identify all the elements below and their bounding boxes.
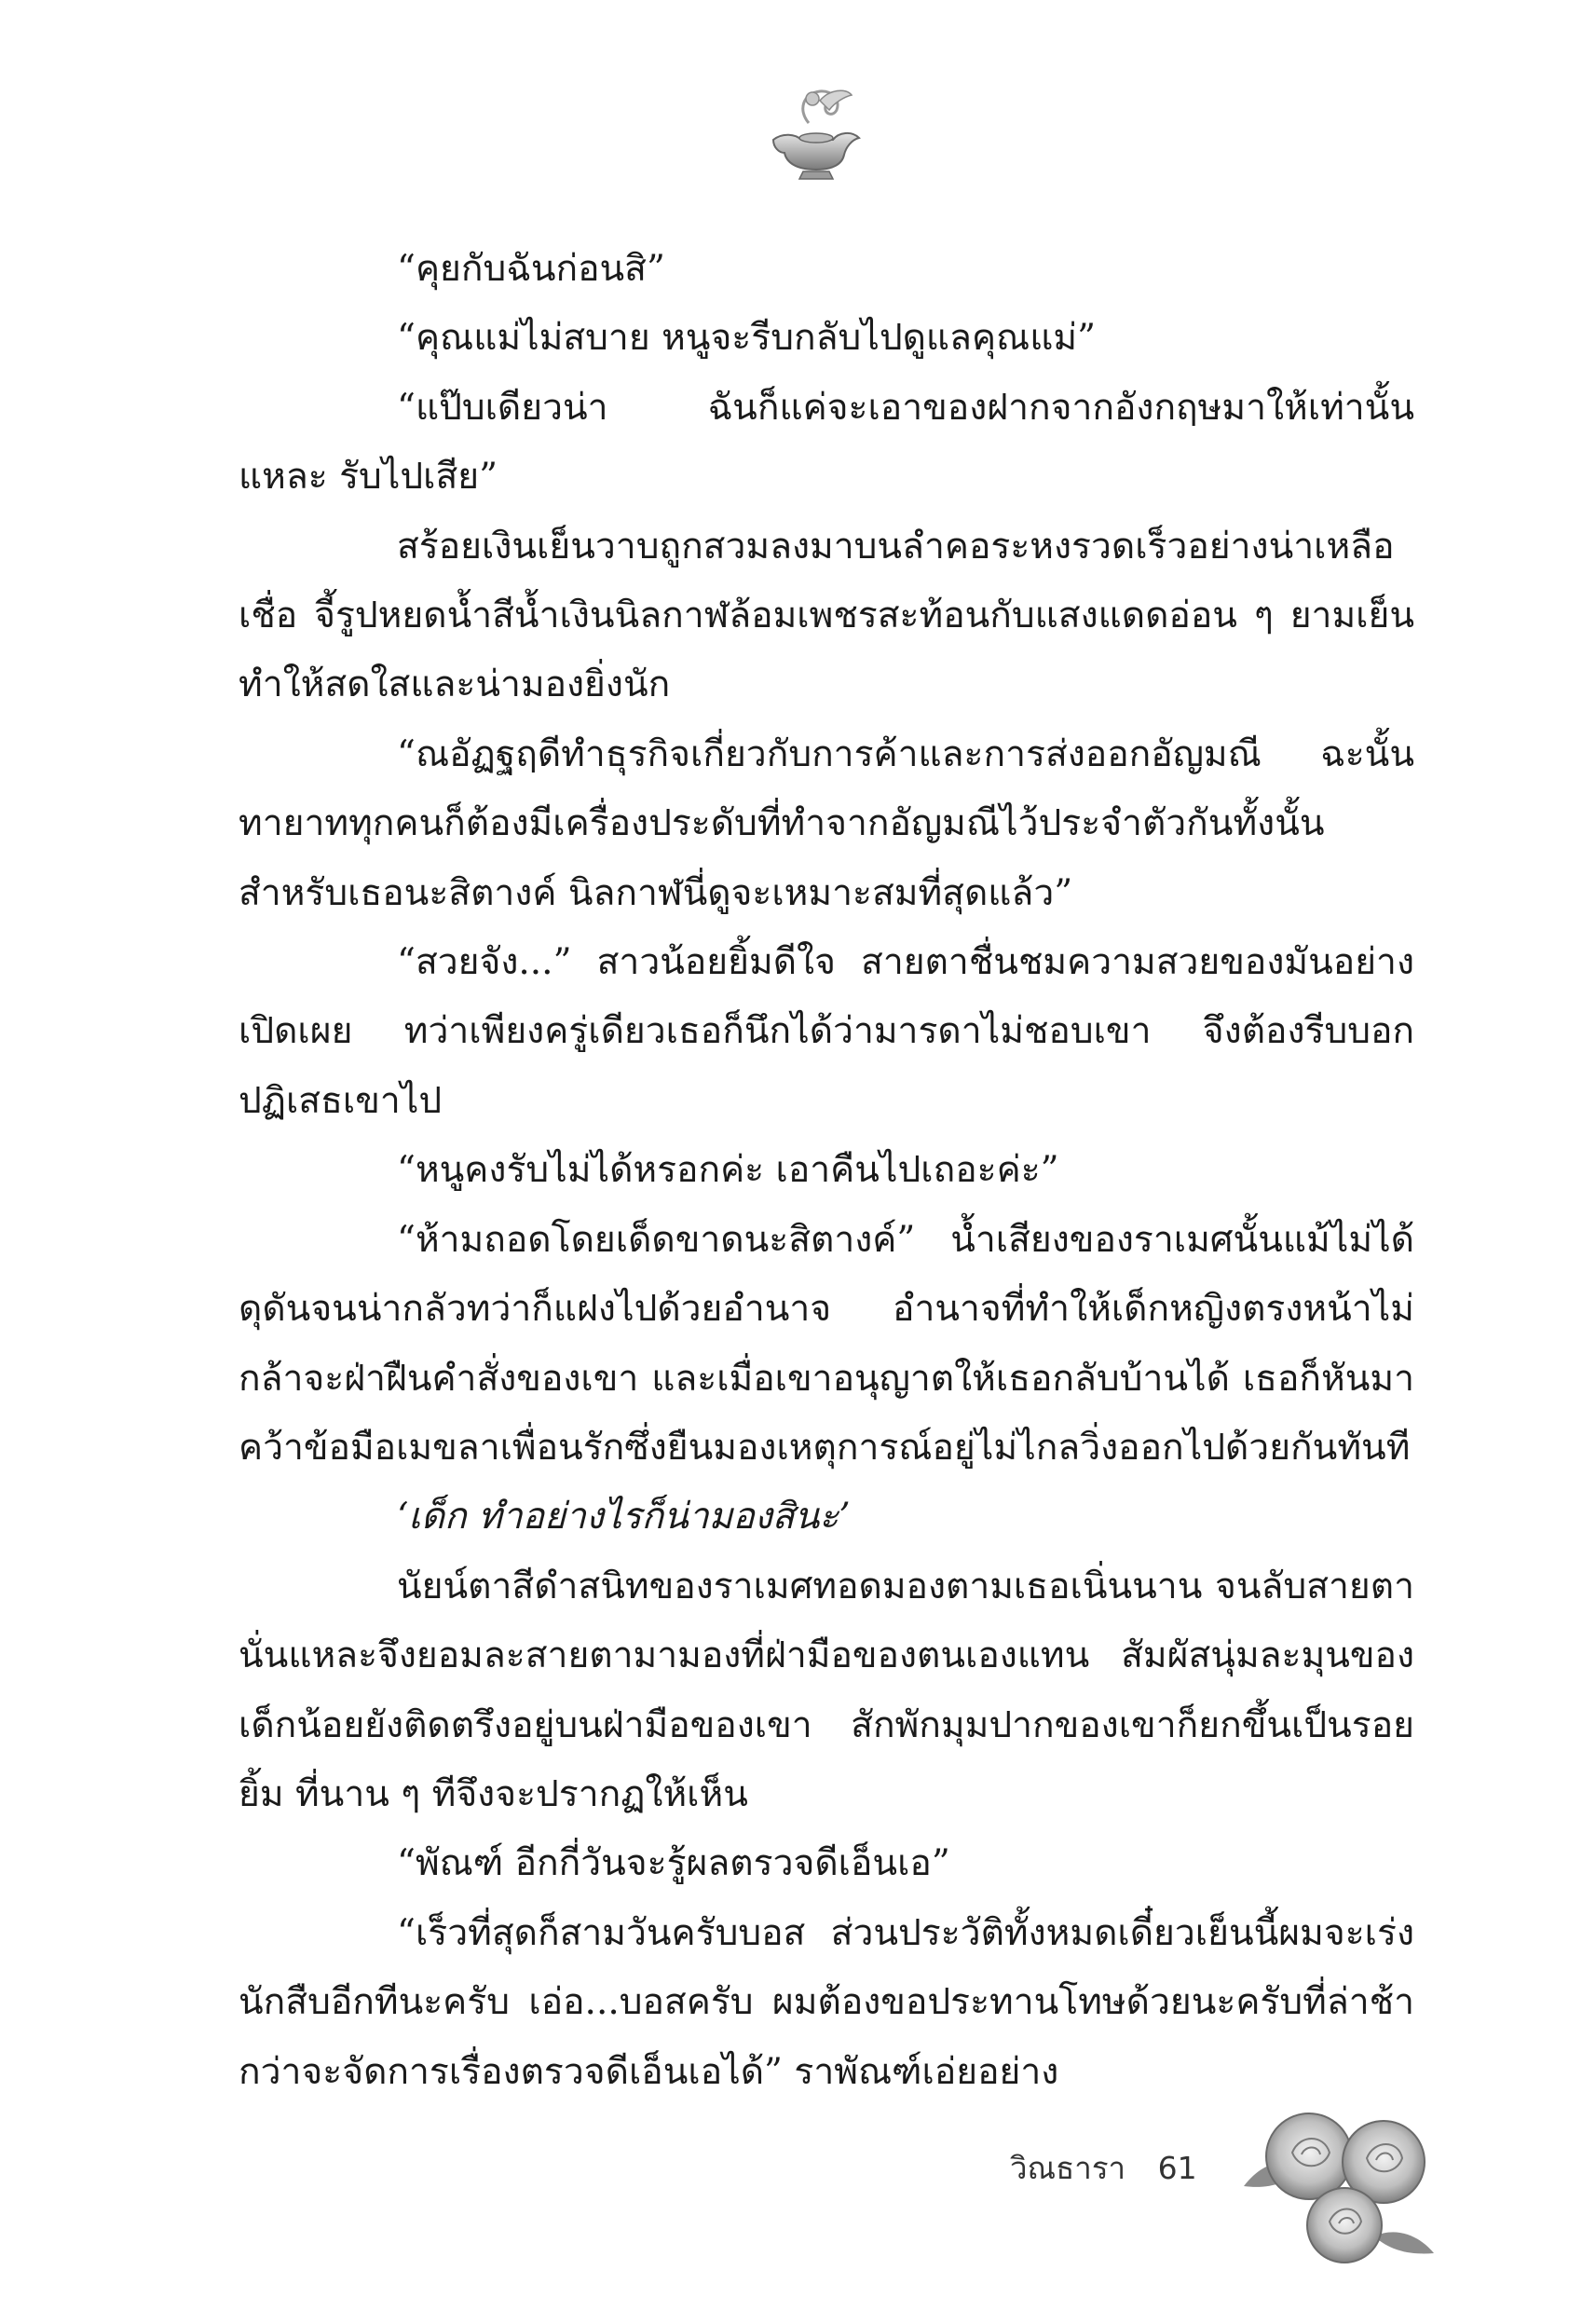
paragraph: “สวยจัง...” สาวน้อยยิ้มดีใจ สายตาชื่นชมความสวยของมันอย่างเปิดเผย ทว่าเพียงครู่เดียวเธอก็นึกได้ว่ามารดาไม่ชอบเขา จึงต้องรีบบอกปฏิเสธเขาไป — [239, 941, 1414, 1122]
paragraph: “คุณแม่ไม่สบาย หนูจะรีบกลับไปดูแลคุณแม่” — [397, 317, 1097, 360]
paragraph: “เร็วที่สุดก็สามวันครับบอส ส่วนประวัติทั้งหมดเดี๋ยวเย็นนี้ผมจะเร่งนักสืบอีกทีนะครับ เอ่อ...บอสครับ ผมต้องขอประทานโทษด้วยนะครับที่ล่าช้า กว่าจะจัดการเรื่องตรวจดีเอ็นเอได้” ราพัณฑ์เอ่ยอย่าง — [239, 1911, 1414, 2093]
page-footer — [1010, 2143, 1197, 2193]
paragraph: สร้อยเงินเย็นวาบถูกสวมลงมาบนลำคอระหงรวดเร็วอย่างน่าเหลือเชื่อ จี้รูปหยดน้ำสีน้ำเงินนิลกาฬล้อมเพชรสะท้อนกับแสงแดดอ่อน ๆ ยามเย็นทำให้สดใสและน่ามองยิ่งนัก — [239, 525, 1414, 706]
paragraph: “ณอัฏฐฤดีทำธุรกิจเกี่ยวกับการค้าและการส่งออกอัญมณี ฉะนั้นทายาททุกคนก็ต้องมีเครื่องประดับที่ทำจากอัญมณีไว้ประจำตัวกันทั้งนั้น สำหรับเธอนะสิตางค์ นิลกาฬนี่ดูจะเหมาะสมที่สุดแล้ว” — [239, 732, 1414, 914]
roses-ornament-icon — [1235, 2097, 1449, 2274]
paragraph: “คุยกับฉันก่อนสิ” — [397, 248, 665, 290]
paragraph-italic-thought: ‘เด็ก ทำอย่างไรก็น่ามองสินะ’ — [397, 1496, 851, 1538]
paragraph: “พัณฑ์ อีกกี่วันจะรู้ผลตรวจดีเอ็นเอ” — [397, 1842, 950, 1885]
page-body-text — [239, 235, 1414, 2107]
paragraph: “หนูคงรับไม่ได้หรอกค่ะ เอาคืนไปเถอะค่ะ” — [397, 1149, 1059, 1192]
paragraph: “แป๊บเดียวน่า ฉันก็แค่จะเอาของฝากจากอังกฤษมาให้เท่านั้นแหละ รับไปเสีย” — [239, 386, 1414, 499]
page-number: 61 — [1157, 2150, 1197, 2186]
book-title: วิณธารา — [1010, 2150, 1126, 2186]
paragraph: “ห้ามถอดโดยเด็ดขาดนะสิตางค์” น้ำเสียงของราเมศนั้นแม้ไม่ได้ดุดันจนน่ากลัวทว่าก็แฝงไปด้วยอำนาจ อำนาจที่ทำให้เด็กหญิงตรงหน้าไม่กล้าจะฝ่าฝืนคำสั่งของเขา และเมื่อเขาอนุญาตให้เธอกลับบ้านได้ เธอก็หันมาคว้าข้อมือเมขลาเพื่อนรักซึ่งยืนมองเหตุการณ์อยู่ไม่ไกลวิ่งออกไปด้วยกันทันที — [239, 1218, 1414, 1469]
genie-lamp-ornament-icon — [755, 82, 876, 185]
paragraph: นัยน์ตาสีดำสนิทของราเมศทอดมองตามเธอเนิ่นนาน จนลับสายตานั่นแหละจึงยอมละสายตามามองที่ฝ่ามือของตนเองแทน สัมผัสนุ่มละมุนของเด็กน้อยยังติดตรึงอยู่บนฝ่ามือของเขา สักพักมุมปากของเขาก็ยกขึ้นเป็นรอยยิ้ม ที่นาน ๆ ทีจึงจะปรากฏให้เห็น — [239, 1565, 1414, 1815]
